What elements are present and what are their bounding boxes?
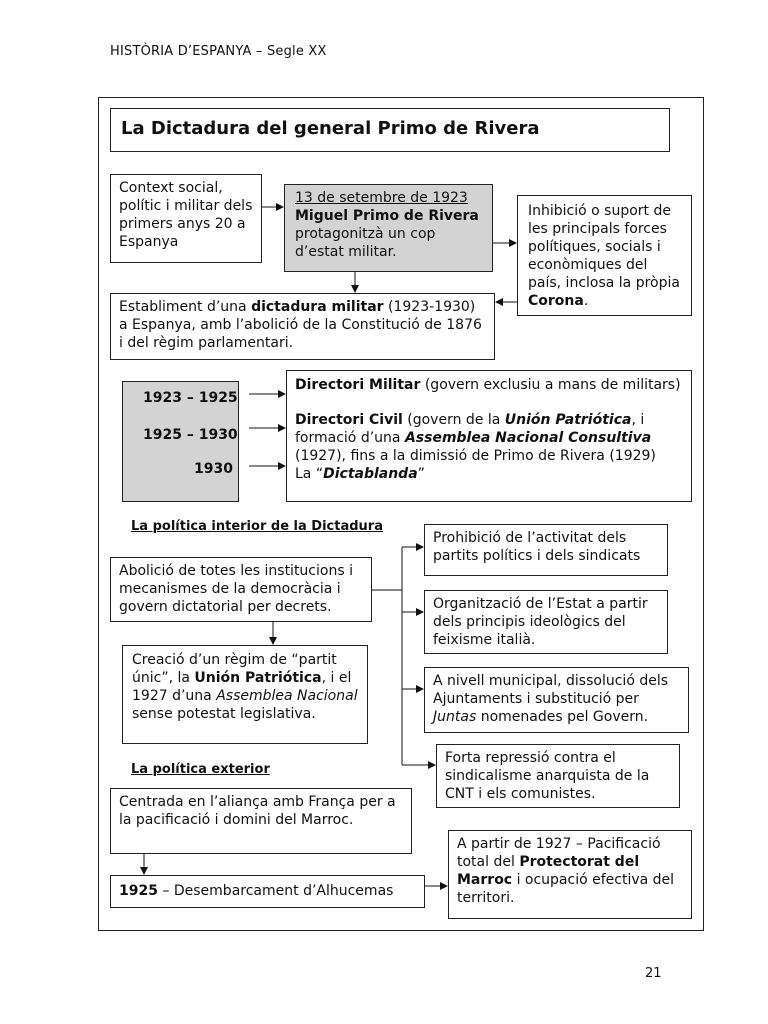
single-party-bold: Unión Patriótica (194, 670, 322, 686)
coup-name: Miguel Primo de Rivera (295, 208, 479, 224)
coup-text: protagonitzà un cop d’estat militar. (295, 226, 436, 260)
page-title: La Dictadura del general Primo de Rivera (110, 108, 670, 152)
dictablanda-post: ” (417, 466, 425, 482)
municipal-pre: A nivell municipal, dissolució dels Ajuntaments i substitució per (433, 673, 669, 707)
establishment-pre: Establiment d’una (119, 299, 247, 315)
directori-civil-text2: , i formació d’una (295, 412, 645, 446)
abolition-text: Abolició de totes les institucions i mecanismes de la democràcia i govern dictatorial per decrets. (119, 563, 353, 615)
inhibition-text: Inhibició o suport de les principals forces polítiques, socials i econòmiques del país, inclosa la pròpia (528, 203, 680, 291)
inhibition-end: . (583, 293, 589, 309)
single-party-post: sense potestat legislativa. (132, 706, 316, 722)
single-party-mid: , i el 1927 d’una (132, 670, 352, 704)
directori-militar-text: (govern exclusiu a mans de militars) (424, 377, 681, 393)
directori-civil-text3: (1927), fins a la dimissió de Primo de Rivera (1929) (295, 448, 656, 464)
dictablanda-word: Dictablanda (323, 466, 418, 482)
directori-civil-label: Directori Civil (295, 412, 403, 428)
pacification-bold: Protectorat del Marroc (457, 854, 640, 888)
alhucemas-text: – Desembarcament d’Alhucemas (162, 883, 394, 899)
directori-militar-label: Directori Militar (295, 377, 421, 393)
dictablanda-pre: La “ (295, 466, 324, 482)
municipal-post: nomenades pel Govern. (480, 709, 649, 725)
page-number: 21 (645, 966, 662, 981)
period-2: 1925 – 1930 (143, 427, 238, 443)
directori-civil-anc: Assemblea Nacional Consultiva (404, 430, 652, 446)
directori-civil-up: Unión Patriótica (504, 412, 632, 428)
repression-text: Forta repressió contra el sindicalisme anarquista de la CNT i els comunistes. (445, 750, 650, 802)
context-text: Context social, polític i militar dels primers anys 20 a Espanya (119, 180, 253, 250)
period-3: 1930 (194, 461, 233, 477)
pacification-pre: A partir de 1927 – Pacificació total del (457, 836, 661, 870)
prohibition-text: Prohibició de l’activitat dels partits polítics i dels sindicats (433, 530, 641, 564)
page-header: HISTÒRIA D’ESPANYA – Segle XX (110, 44, 327, 59)
establishment-post: (1923-1930) a Espanya, amb l’abolició de la Constitució de 1876 i del règim parlamentari. (119, 299, 482, 351)
coup-date: 13 de setembre de 1923 (295, 190, 468, 206)
france-text: Centrada en l’aliança amb França per a la pacificació i domini del Marroc. (119, 794, 396, 828)
section-interior-heading: La política interior de la Dictadura (131, 519, 383, 534)
single-party-pre: Creació d’un règim de “partit únic”, la (132, 652, 337, 686)
organization-text: Organització de l’Estat a partir dels principis ideològics del feixisme italià. (433, 596, 648, 648)
directori-civil-text1: (govern de la (407, 412, 501, 428)
municipal-italic: Juntas (433, 709, 477, 725)
establishment-bold: dictadura militar (251, 299, 384, 315)
inhibition-bold: Corona (528, 293, 584, 309)
section-exterior-heading: La política exterior (131, 762, 270, 777)
alhucemas-year: 1925 (119, 883, 158, 899)
single-party-italic: Assemblea Nacional (216, 688, 358, 704)
period-1: 1923 – 1925 (143, 390, 238, 406)
pacification-post: i ocupació efectiva del territori. (457, 872, 675, 906)
